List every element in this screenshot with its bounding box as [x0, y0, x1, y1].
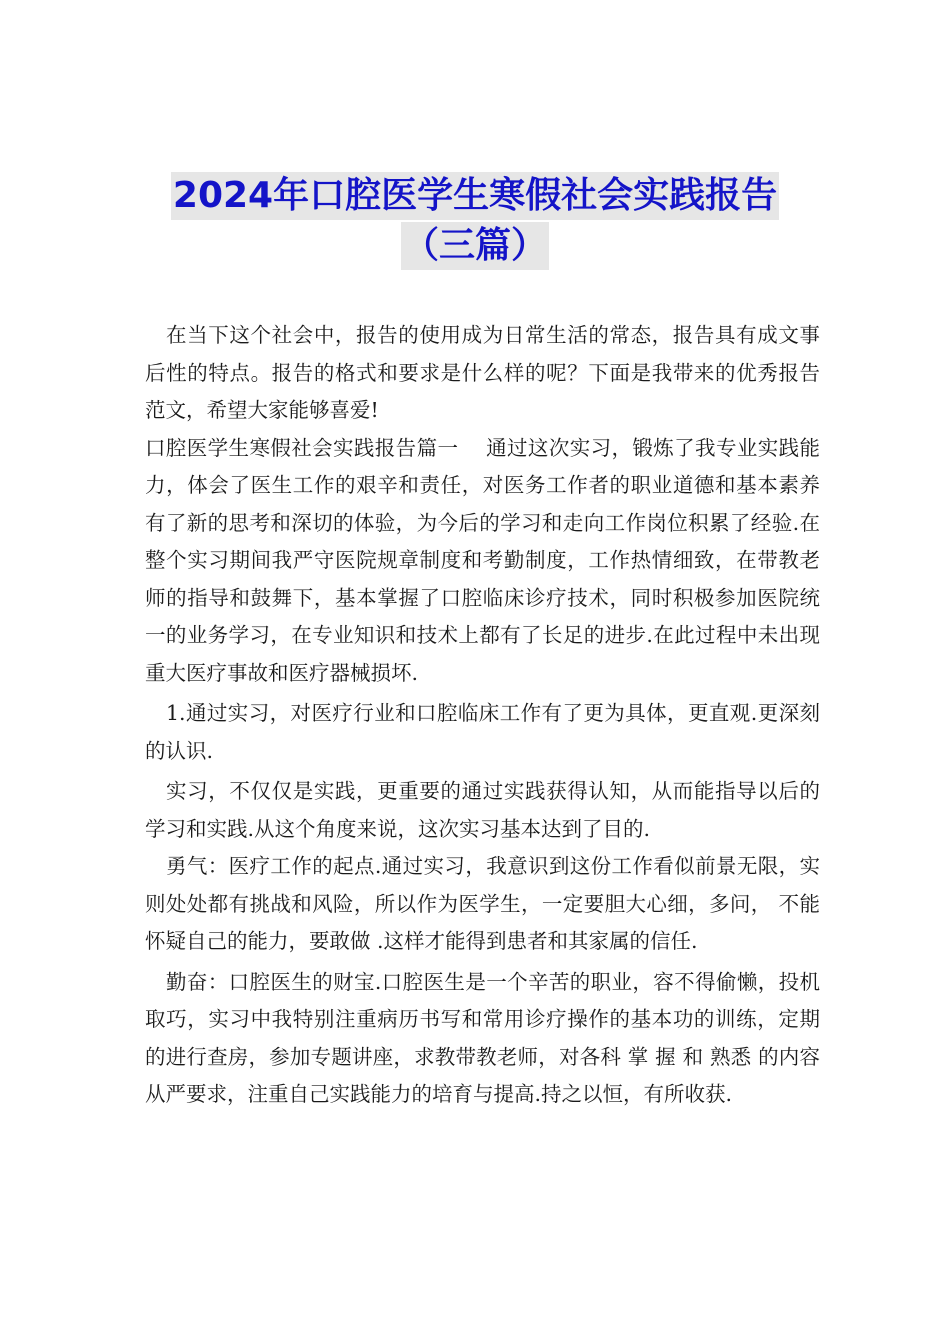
report-paragraph-1: 口腔医学生寒假社会实践报告篇一 通过这次实习，锻炼了我专业实践能力，体会了医生工作的艰辛和责任，对医务工作者的职业道德和基本素养有了新的思考和深切的体验，为今后的学习和走向工作岗位积累了经验.在整个实习期间我严守医院规章制度和考勤制度，工作热情细致，在带教老师的指导和鼓舞下，基本掌握了口腔临床诊疗技术，同时积极参加医院统一的业务学习，在专业知识和技术上都有了长足的进步.在此过程中未出现重大医疗事故和医疗器械损坏. [145, 435, 820, 685]
document-body [145, 317, 820, 1114]
document-title [0, 172, 950, 270]
practice-paragraph: 实习，不仅仅是实践，更重要的通过实践获得认知，从而能指导以后的学习和实践.从这个角度来说，这次实习基本达到了目的. [145, 779, 820, 841]
point-paragraph-1: 1.通过实习，对医疗行业和口腔临床工作有了更为具体，更直观.更深刻的认识. [145, 701, 820, 763]
diligence-paragraph: 勤奋：口腔医生的财宝.口腔医生是一个辛苦的职业，容不得偷懒，投机取巧，实习中我特别注重病历书写和常用诊疗操作的基本功的训练，定期的进行查房，参加专题讲座，求教带教老师，对各科 掌 握 和 熟悉 的内容从严要求，注重自己实践能力的培育与提高.持之以恒，有所收获. [145, 969, 820, 1106]
title-line-2: （三篇） [401, 222, 549, 270]
intro-paragraph: 在当下这个社会中，报告的使用成为日常生活的常态，报告具有成文事后性的特点。报告的格式和要求是什么样的呢？下面是我带来的优秀报告范文，希望大家能够喜爱! [145, 323, 820, 422]
courage-paragraph: 勇气：医疗工作的起点.通过实习，我意识到这份工作看似前景无限，实则处处都有挑战和风险，所以作为医学生，一定要胆大心细，多问， 不能怀疑自己的能力，要敢做 .这样才能得到患者和其家属的信任. [145, 854, 820, 953]
title-line-1: 2024年口腔医学生寒假社会实践报告 [171, 172, 779, 220]
